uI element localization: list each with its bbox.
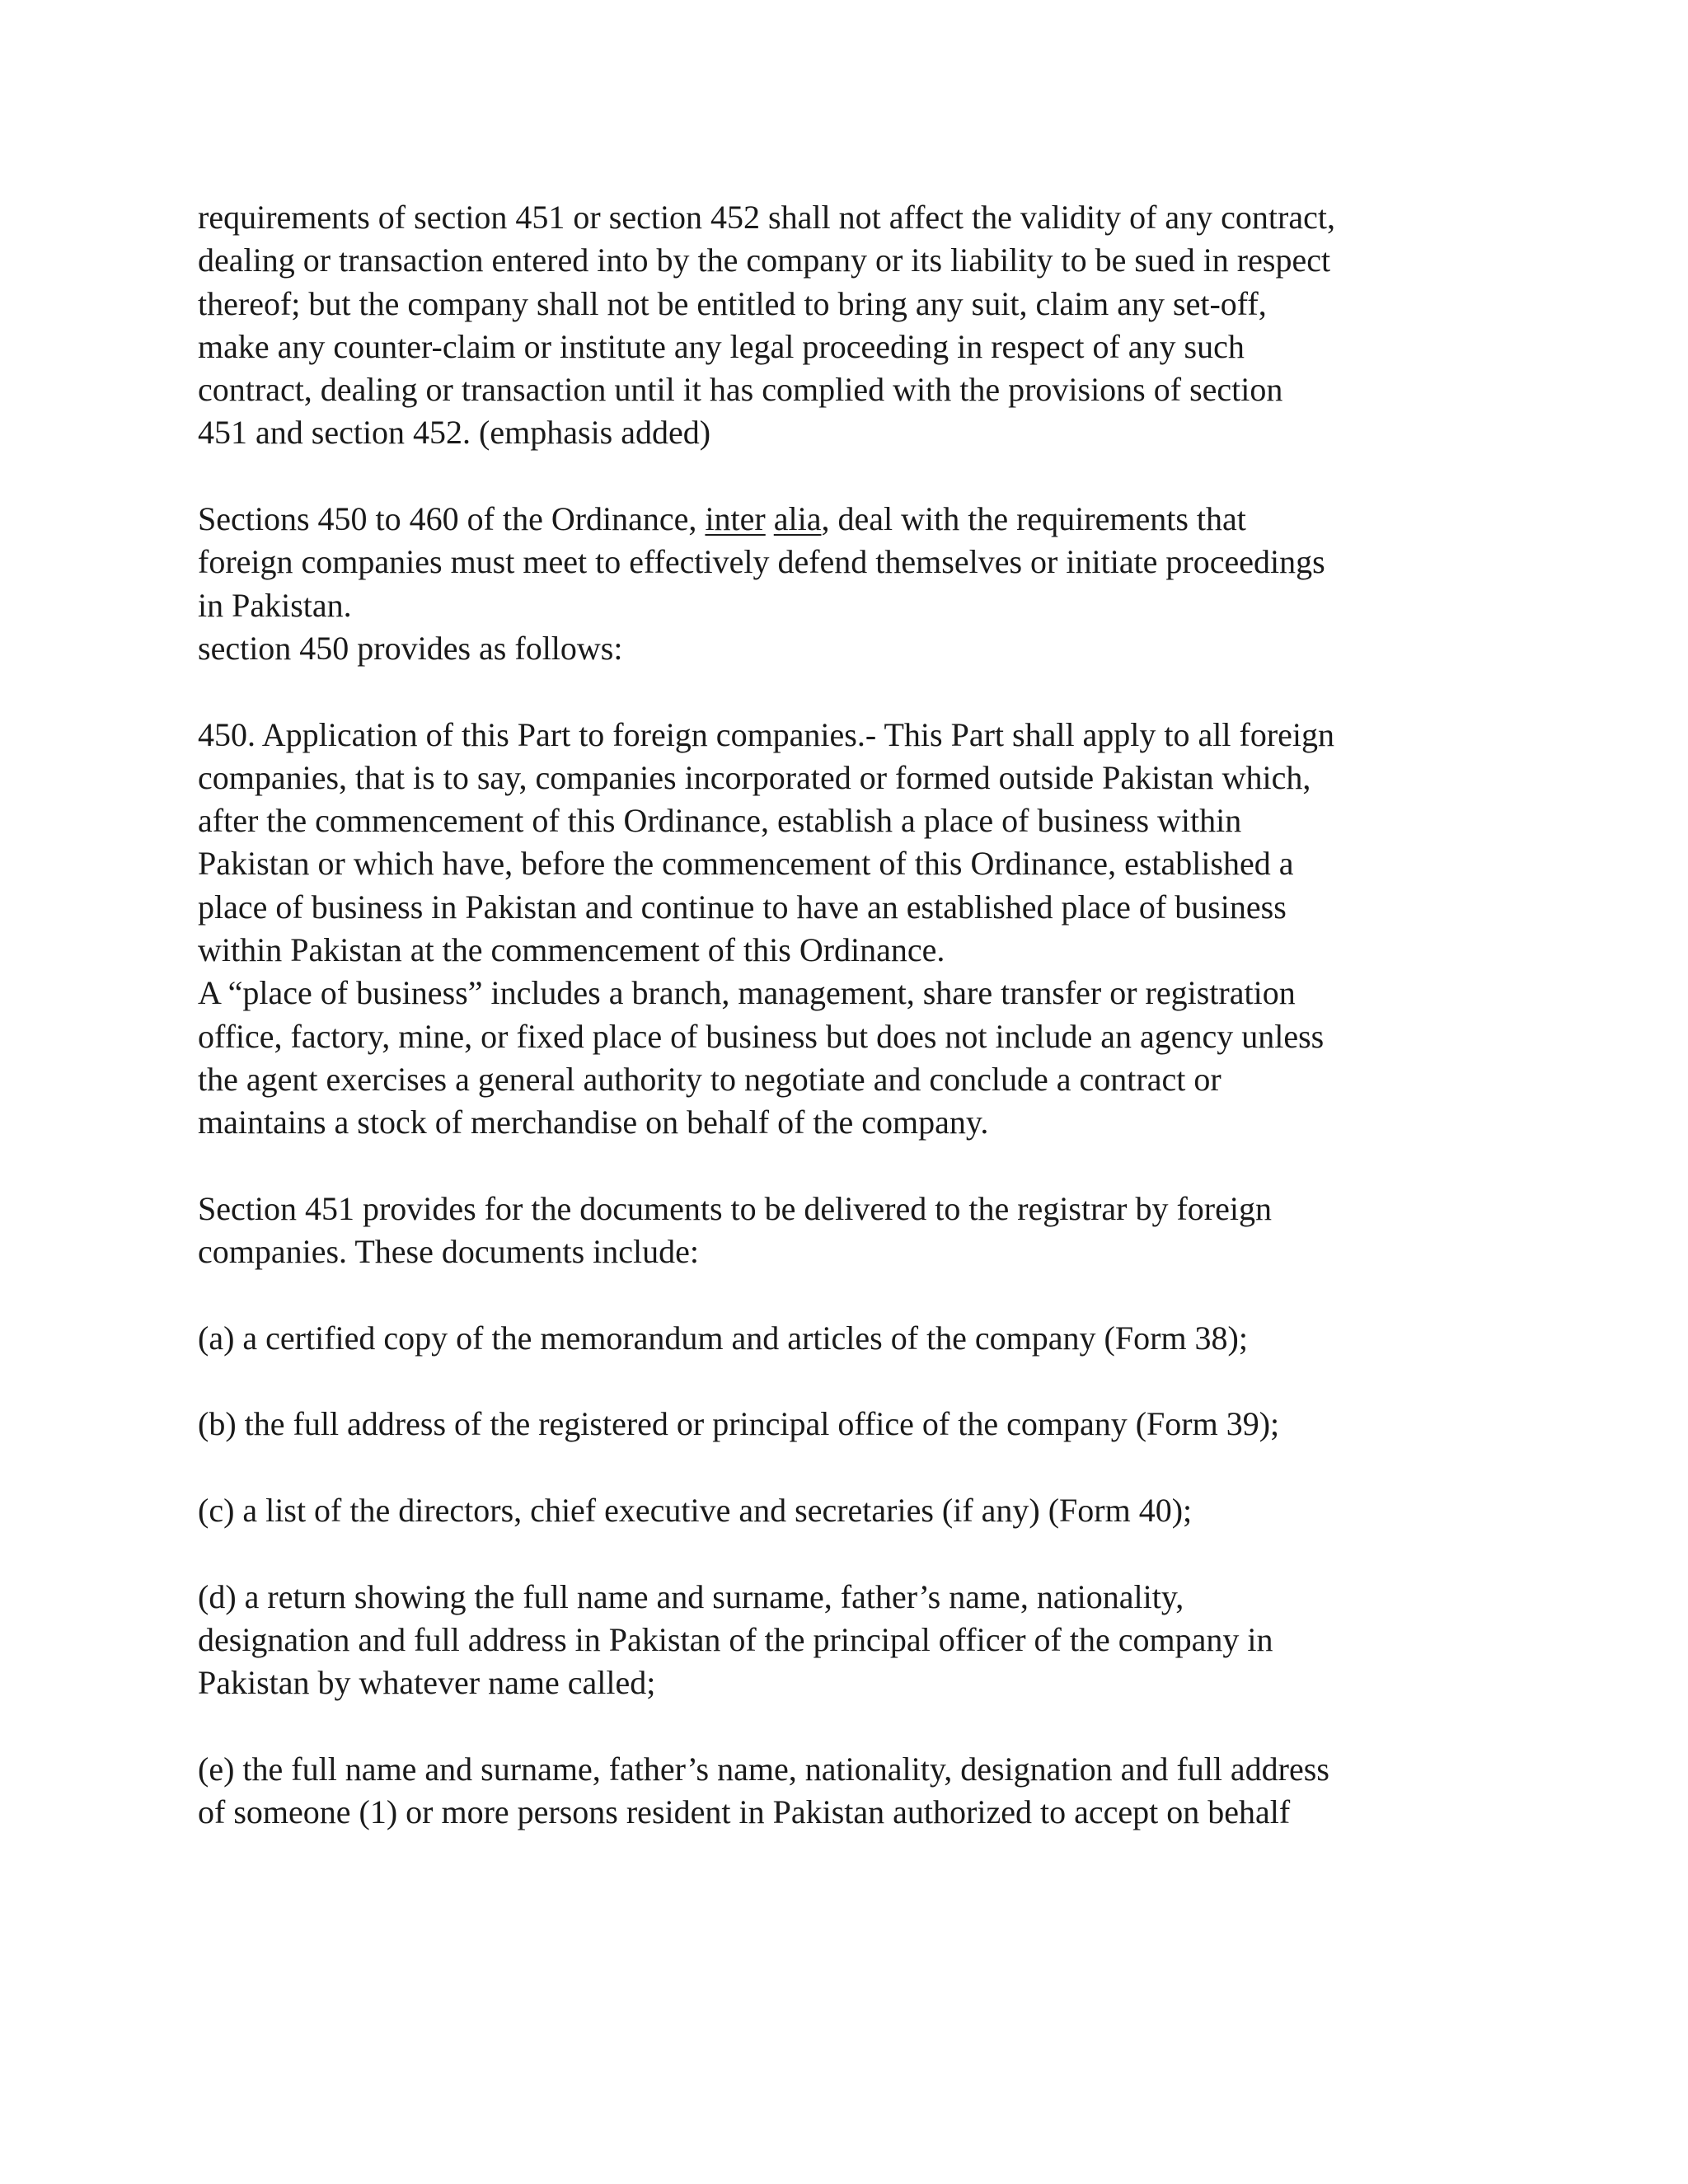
list-item-c <box>198 1489 1500 1532</box>
text-line: office, factory, mine, or fixed place of business but does not include an agency unless <box>198 1017 1325 1055</box>
paragraph-spacer <box>198 670 1500 713</box>
underlined-term-alia: alia <box>773 500 822 538</box>
paragraph-spacer <box>198 1704 1500 1747</box>
text-line: make any counter-claim or institute any legal proceeding in respect of any such <box>198 327 1245 365</box>
text-line: the agent exercises a general authority to negotiate and conclude a contract or <box>198 1060 1221 1098</box>
text-run: , deal with the requirements that <box>821 500 1246 538</box>
text-line: maintains a stock of merchandise on behalf of the company. <box>198 1104 989 1141</box>
document-body <box>198 196 1500 1834</box>
paragraph-spacer <box>198 1145 1500 1188</box>
text-line: (d) a return showing the full name and surname, father’s name, nationality, <box>198 1577 1184 1615</box>
text-line: in Pakistan. <box>198 586 352 624</box>
underlined-term-inter: inter <box>705 500 766 538</box>
paragraph-section-450-text <box>198 714 1500 1145</box>
text-line: companies. These documents include: <box>198 1233 699 1271</box>
paragraph-spacer <box>198 1532 1500 1575</box>
text-line: designation and full address in Pakistan of the principal officer of the company in <box>198 1620 1273 1658</box>
text-line: (b) the full address of the registered or principal office of the company (Form 39); <box>198 1405 1280 1443</box>
text-line: A “place of business” includes a branch, management, share transfer or registration <box>198 974 1296 1012</box>
paragraph-quoted-section-continuation <box>198 196 1500 455</box>
text-run <box>766 500 774 537</box>
paragraph-sections-450-460 <box>198 498 1500 670</box>
text-line: Pakistan by whatever name called; <box>198 1664 656 1702</box>
text-line: foreign companies must meet to effectively defend themselves or initiate proceedings <box>198 543 1325 581</box>
text-line: Pakistan or which have, before the commencement of this Ordinance, established a <box>198 845 1294 883</box>
text-line: Section 451 provides for the documents to be delivered to the registrar by foreign <box>198 1189 1272 1227</box>
text-run: Sections 450 to 460 of the Ordinance, <box>198 500 706 538</box>
paragraph-section-451-intro <box>198 1188 1500 1274</box>
paragraph-spacer <box>198 455 1500 498</box>
text-line: 450. Application of this Part to foreign companies.- This Part shall apply to all foreign <box>198 715 1335 753</box>
text-line: thereof; but the company shall not be entitled to bring any suit, claim any set-off, <box>198 284 1267 322</box>
text-line: (a) a certified copy of the memorandum and articles of the company (Form 38); <box>198 1319 1248 1357</box>
text-line: section 450 provides as follows: <box>198 629 623 667</box>
text-line: of someone (1) or more persons resident in Pakistan authorized to accept on behalf <box>198 1793 1291 1830</box>
text-line: place of business in Pakistan and continue to have an established place of business <box>198 888 1287 926</box>
list-item-a <box>198 1317 1500 1360</box>
list-item-e <box>198 1748 1500 1835</box>
paragraph-spacer <box>198 1273 1500 1316</box>
text-line: dealing or transaction entered into by the company or its liability to be sued in respect <box>198 241 1331 279</box>
text-line: within Pakistan at the commencement of this Ordinance. <box>198 931 945 969</box>
list-item-b <box>198 1403 1500 1446</box>
text-line: contract, dealing or transaction until it has complied with the provisions of section <box>198 371 1283 409</box>
text-line: companies, that is to say, companies incorporated or formed outside Pakistan which, <box>198 758 1311 796</box>
text-line <box>198 498 1500 541</box>
paragraph-spacer <box>198 1360 1500 1403</box>
text-line: (c) a list of the directors, chief executive and secretaries (if any) (Form 40); <box>198 1491 1193 1529</box>
list-item-d <box>198 1576 1500 1705</box>
text-line: 451 and section 452. (emphasis added) <box>198 414 711 452</box>
text-line: requirements of section 451 or section 452 shall not affect the validity of any contract, <box>198 199 1335 236</box>
paragraph-spacer <box>198 1446 1500 1489</box>
text-line: (e) the full name and surname, father’s name, nationality, designation and full address <box>198 1750 1329 1788</box>
text-line: after the commencement of this Ordinance, establish a place of business within <box>198 802 1242 840</box>
